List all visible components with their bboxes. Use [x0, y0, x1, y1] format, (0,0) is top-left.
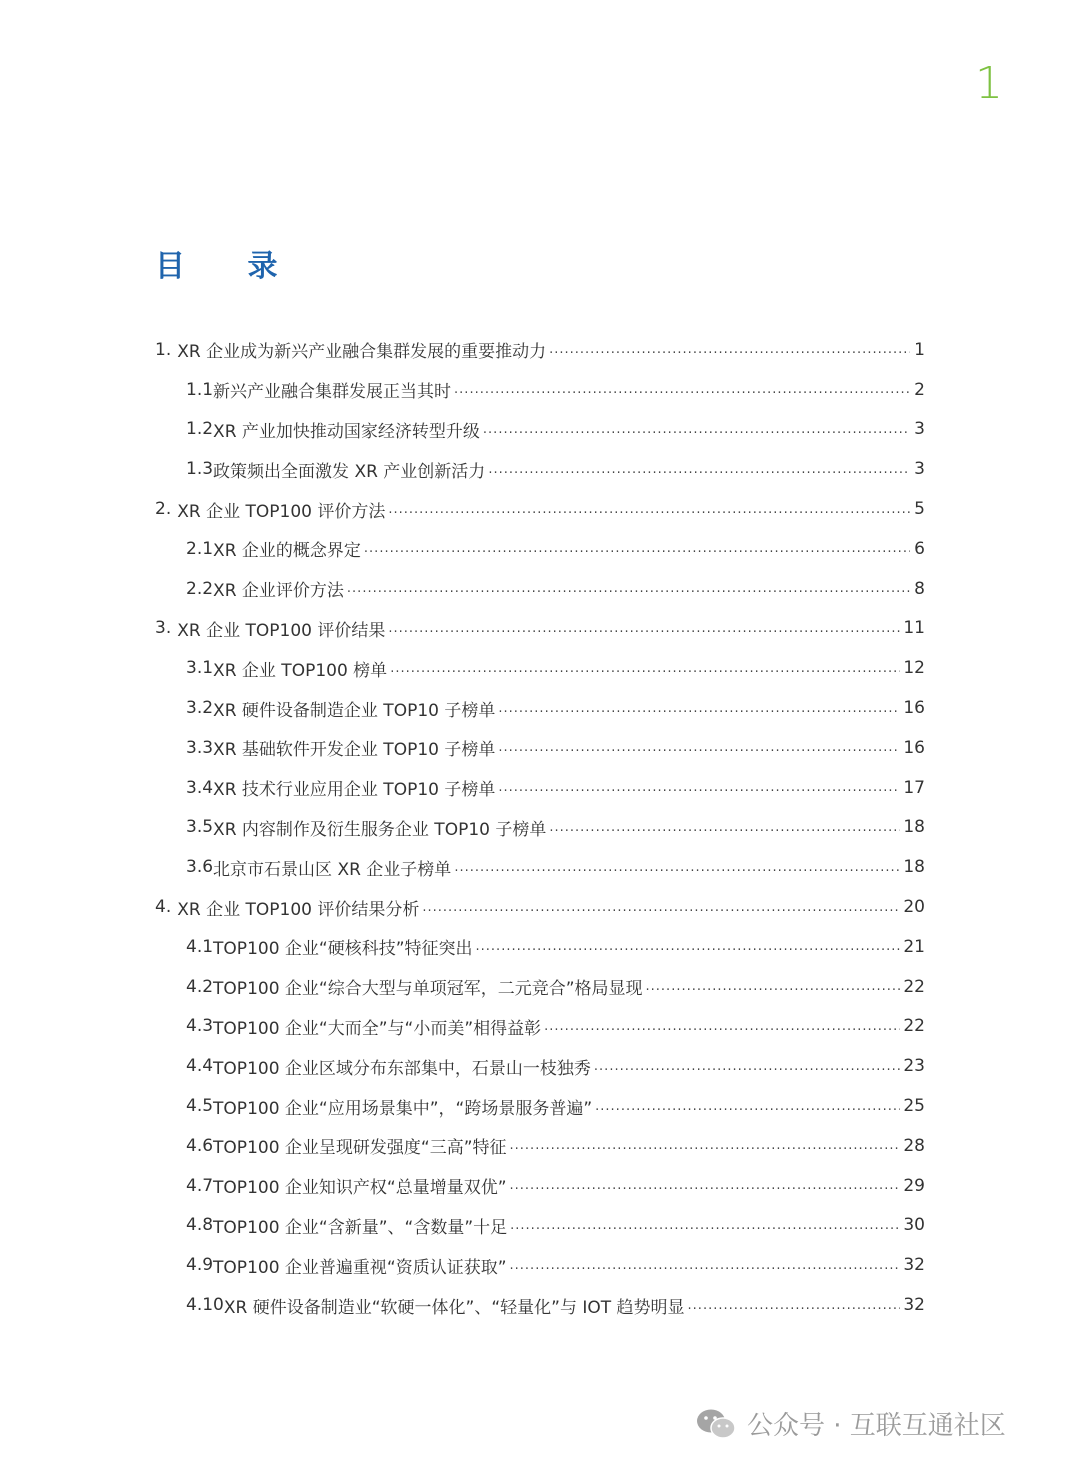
toc-entry[interactable]: [155, 808, 925, 848]
dot-leader: [388, 502, 910, 517]
toc-entry-page: 12: [903, 658, 925, 679]
toc-entry-page: 8: [914, 578, 925, 599]
dot-leader: [454, 382, 910, 397]
toc-entry-title: XR 企业 TOP100 评价方法: [177, 501, 386, 522]
dot-leader: [498, 740, 900, 755]
toc-entry-page: 22: [903, 1016, 925, 1037]
toc-entry-page: 3: [914, 419, 925, 440]
toc-entry-page: 22: [903, 976, 925, 997]
dot-leader: [544, 1019, 900, 1034]
dot-leader: [549, 820, 900, 835]
toc-entry-number: 4.3: [186, 1016, 214, 1037]
toc-entry-title: XR 硬件设备制造业“软硬一体化”、“轻量化”与 IOT 趋势明显: [223, 1297, 685, 1318]
toc-entry-number: 1.2: [186, 419, 214, 440]
toc-entry-page: 3: [914, 459, 925, 480]
toc-entry-page: 1: [914, 339, 925, 360]
page-title: 目 录: [155, 249, 304, 285]
toc-entry-title: TOP100 企业知识产权“总量增量双优”: [213, 1178, 507, 1199]
toc-entry-page: 16: [903, 698, 925, 719]
toc-entry-title: 政策频出全面激发 XR 产业创新活力: [213, 461, 486, 482]
toc-entry-number: 2.1: [186, 538, 214, 559]
toc-entry-number: 3.4: [186, 777, 214, 798]
toc-entry-number: 4.9: [186, 1255, 214, 1276]
toc-entry-title: TOP100 企业呈现研发强度“三高”特征: [213, 1138, 507, 1159]
toc-entry[interactable]: [155, 449, 925, 489]
dot-leader: [422, 900, 900, 915]
toc-entry[interactable]: [155, 609, 925, 649]
toc-entry[interactable]: [155, 529, 925, 569]
toc-entry-title: 北京市石景山区 XR 企业子榜单: [213, 859, 452, 880]
toc-entry-number: 1.1: [186, 379, 214, 400]
dot-leader: [483, 422, 910, 437]
toc-entry-number: 4.8: [186, 1215, 214, 1236]
toc-entry[interactable]: [155, 370, 925, 410]
toc-entry-page: 28: [903, 1135, 925, 1156]
toc-entry-number: 2.2: [186, 578, 214, 599]
toc-entry[interactable]: [155, 1206, 925, 1246]
toc-entry-title: XR 企业 TOP100 评价结果分析: [177, 899, 420, 920]
toc-entry[interactable]: [155, 927, 925, 967]
toc-entry-number: 4.6: [186, 1135, 214, 1156]
toc-entry-title: XR 内容制作及衍生服务企业 TOP10 子榜单: [213, 819, 547, 840]
dot-leader: [510, 1218, 900, 1233]
toc-entry[interactable]: [155, 847, 925, 887]
toc-entry-number: 4.2: [186, 976, 214, 997]
toc-entry-page: 23: [903, 1056, 925, 1077]
toc-entry-page: 20: [903, 897, 925, 918]
wechat-watermark: [695, 1405, 1006, 1442]
toc-entry-title: TOP100 企业“应用场景集中”，“跨场景服务普遍”: [213, 1098, 593, 1119]
toc-entry[interactable]: [155, 688, 925, 728]
dot-leader: [498, 701, 900, 716]
toc-entry-page: 17: [903, 777, 925, 798]
toc-entry-title: TOP100 企业区域分布东部集中，石景山一枝独秀: [213, 1058, 591, 1079]
toc-entry[interactable]: [155, 768, 925, 808]
toc-entry[interactable]: [155, 1007, 925, 1047]
dot-leader: [454, 860, 900, 875]
dot-leader: [390, 661, 900, 676]
toc-entry[interactable]: [155, 1086, 925, 1126]
toc-entry-page: 32: [903, 1295, 925, 1316]
dot-leader: [476, 939, 901, 954]
toc-entry-page: 11: [903, 618, 925, 639]
toc-entry[interactable]: [155, 489, 925, 529]
dot-leader: [688, 1298, 901, 1313]
toc-entry[interactable]: [155, 1285, 925, 1325]
toc-entry-number: 3.2: [186, 698, 214, 719]
toc-entry[interactable]: [155, 1245, 925, 1285]
dot-leader: [510, 1138, 901, 1153]
toc-entry-title: TOP100 企业“含新量”、“含数量”十足: [213, 1217, 508, 1238]
dot-leader: [388, 621, 900, 636]
toc-entry-page: 18: [903, 817, 925, 838]
dot-leader: [498, 780, 900, 795]
toc-entry-page: 6: [914, 538, 925, 559]
toc-entry[interactable]: [155, 648, 925, 688]
dot-leader: [594, 1059, 900, 1074]
toc-entry[interactable]: [155, 1046, 925, 1086]
toc-entry-number: 4.7: [186, 1175, 214, 1196]
toc-entry-number: 4.1: [186, 936, 214, 957]
toc-entry[interactable]: [155, 887, 925, 927]
toc-entry-title: XR 企业评价方法: [213, 581, 344, 602]
watermark-text: 公众号 · 互联互通社区: [747, 1411, 1006, 1441]
toc-entry-number: 4.5: [186, 1096, 214, 1117]
page-number: 1: [975, 58, 1003, 109]
dot-leader: [510, 1178, 901, 1193]
toc-entry-number: 3.5: [186, 817, 214, 838]
toc-entry-title: XR 企业成为新兴产业融合集群发展的重要推动力: [177, 342, 547, 363]
toc-entry-page: 18: [903, 857, 925, 878]
toc-entry-page: 30: [903, 1215, 925, 1236]
toc-entry-title: 新兴产业融合集群发展正当其时: [213, 382, 452, 403]
toc-entry-number: 4.10: [186, 1295, 224, 1316]
dot-leader: [364, 541, 910, 556]
toc-entry-number: 1.3: [186, 459, 214, 480]
dot-leader: [595, 1099, 900, 1114]
dot-leader: [646, 979, 901, 994]
toc-entry-number: 1.: [155, 339, 172, 360]
dot-leader: [488, 462, 910, 477]
toc-entry-number: 4.4: [186, 1056, 214, 1077]
toc-entry-number: 2.: [155, 499, 172, 520]
toc-entry[interactable]: [155, 330, 925, 370]
toc-entry-title: XR 企业 TOP100 评价结果: [177, 620, 386, 641]
toc-entry-title: XR 企业 TOP100 榜单: [213, 660, 388, 681]
toc-entry[interactable]: [155, 967, 925, 1007]
toc-entry[interactable]: [155, 1166, 925, 1206]
toc-entry-number: 3.6: [186, 857, 214, 878]
table-of-contents: [155, 330, 925, 1325]
toc-entry[interactable]: [155, 728, 925, 768]
toc-entry-page: 25: [903, 1096, 925, 1117]
toc-entry-title: XR 硬件设备制造企业 TOP10 子榜单: [213, 700, 496, 721]
toc-entry-page: 16: [903, 737, 925, 758]
dot-leader: [549, 342, 910, 357]
toc-entry[interactable]: [155, 410, 925, 450]
toc-entry-title: TOP100 企业普遍重视“资质认证获取”: [213, 1257, 507, 1278]
toc-entry-number: 3.: [155, 618, 172, 639]
toc-entry-title: XR 产业加快推动国家经济转型升级: [213, 421, 480, 442]
toc-entry-page: 29: [903, 1175, 925, 1196]
toc-entry-page: 2: [914, 379, 925, 400]
toc-entry[interactable]: [155, 1126, 925, 1166]
dot-leader: [510, 1258, 901, 1273]
toc-entry-title: TOP100 企业“大而全”与“小而美”相得益彰: [213, 1018, 542, 1039]
toc-entry-number: 3.3: [186, 737, 214, 758]
toc-entry-title: TOP100 企业“综合大型与单项冠军，二元竞合”格局显现: [213, 979, 643, 1000]
toc-entry-title: XR 基础软件开发企业 TOP10 子榜单: [213, 740, 496, 761]
dot-leader: [347, 581, 910, 596]
toc-entry-page: 32: [903, 1255, 925, 1276]
toc-entry-number: 4.: [155, 897, 172, 918]
toc-entry[interactable]: [155, 569, 925, 609]
toc-entry-page: 21: [903, 936, 925, 957]
toc-entry-title: TOP100 企业“硬核科技”特征突出: [213, 939, 473, 960]
toc-entry-page: 5: [914, 499, 925, 520]
toc-entry-title: XR 技术行业应用企业 TOP10 子榜单: [213, 780, 496, 801]
toc-entry-number: 3.1: [186, 658, 214, 679]
toc-entry-title: XR 企业的概念界定: [213, 541, 361, 562]
wechat-icon: [695, 1407, 737, 1441]
